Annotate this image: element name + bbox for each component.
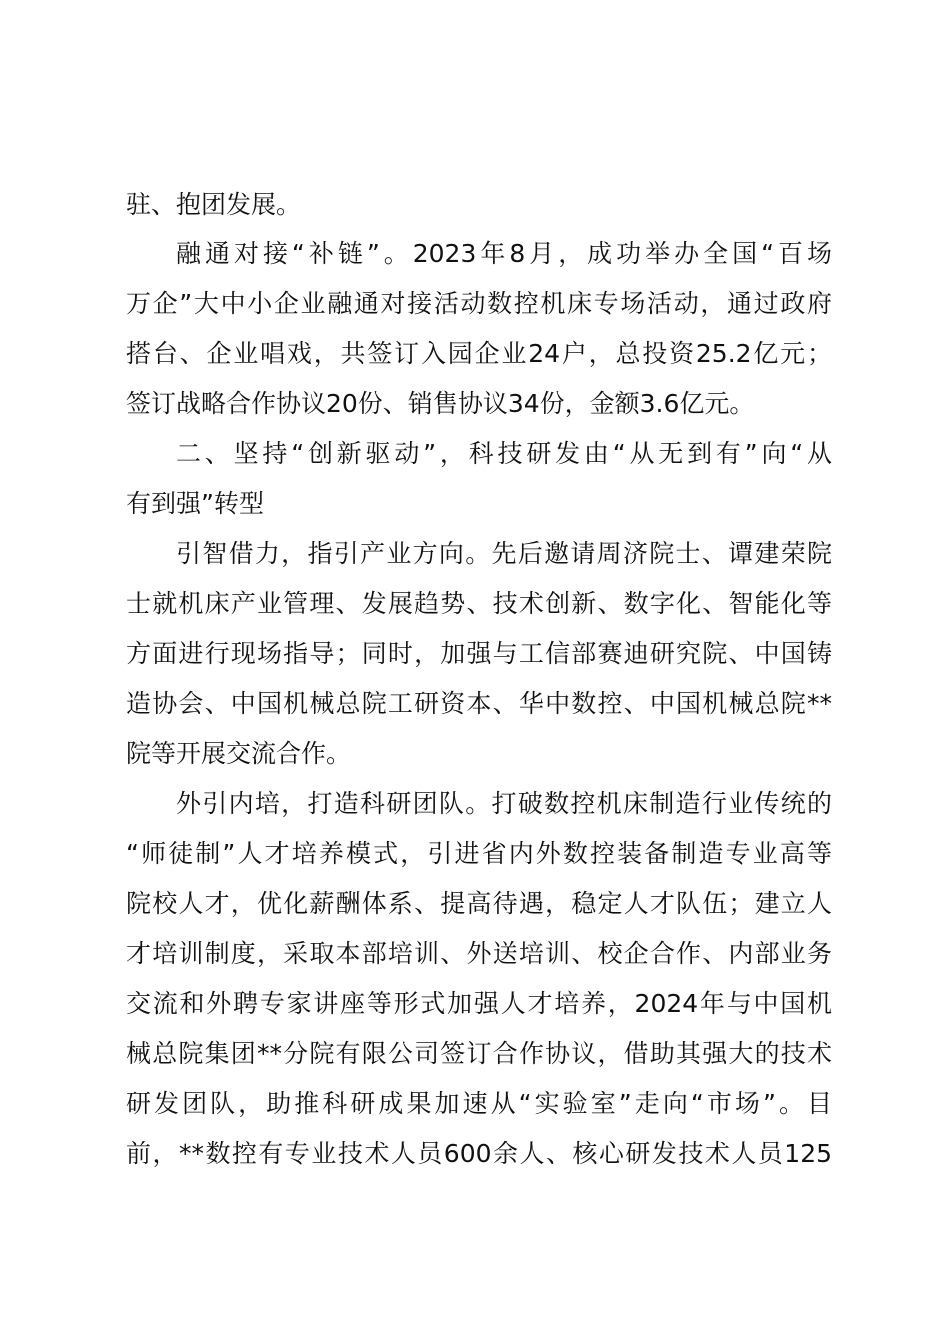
paragraph-line: “师徒制”人才培养模式，引进省内外数控装备制造专业高等: [126, 839, 832, 868]
paragraph-line: 造协会、中国机械总院工研资本、华中数控、中国机械总院**: [126, 689, 832, 718]
paragraph-line: 才培训制度，采取本部培训、外送培训、校企合作、内部业务: [126, 939, 832, 968]
paragraph-line: 签订战略合作协议20份、销售协议34份，金额3.6亿元。: [126, 389, 755, 418]
section-heading-line: 二、坚持“创新驱动”，科技研发由“从无到有”向“从: [176, 439, 832, 468]
paragraph-line: 院校人才，优化薪酬体系、提高待遇，稳定人才队伍；建立人: [126, 889, 832, 918]
paragraph-line: 引智借力，指引产业方向。先后邀请周济院士、谭建荣院: [176, 539, 832, 568]
paragraph-line: 万企”大中小企业融通对接活动数控机床专场活动，通过政府: [126, 289, 832, 318]
paragraph-line: 融通对接“补链”。2023年8月，成功举办全国“百场: [176, 239, 832, 268]
paragraph-line: 交流和外聘专家讲座等形式加强人才培养，2024年与中国机: [126, 989, 832, 1018]
paragraph-line: 院等开展交流合作。: [126, 739, 352, 768]
paragraph-line: 外引内培，打造科研团队。打破数控机床制造行业传统的: [176, 789, 832, 818]
section-heading-line: 有到强”转型: [126, 489, 264, 518]
paragraph-line: 驻、抱团发展。: [126, 190, 302, 219]
paragraph-line: 前，**数控有专业技术人员600余人、核心研发技术人员125: [126, 1139, 832, 1168]
paragraph-line: 士就机床产业管理、发展趋势、技术创新、数字化、智能化等: [126, 589, 832, 618]
paragraph-line: 械总院集团**分院有限公司签订合作协议，借助其强大的技术: [126, 1039, 832, 1068]
paragraph-line: 搭台、企业唱戏，共签订入园企业24户，总投资25.2亿元；: [126, 339, 832, 368]
paragraph-line: 方面进行现场指导；同时，加强与工信部赛迪研究院、中国铸: [126, 639, 832, 668]
paragraph-line: 研发团队，助推科研成果加速从“实验室”走向“市场”。目: [126, 1089, 832, 1118]
